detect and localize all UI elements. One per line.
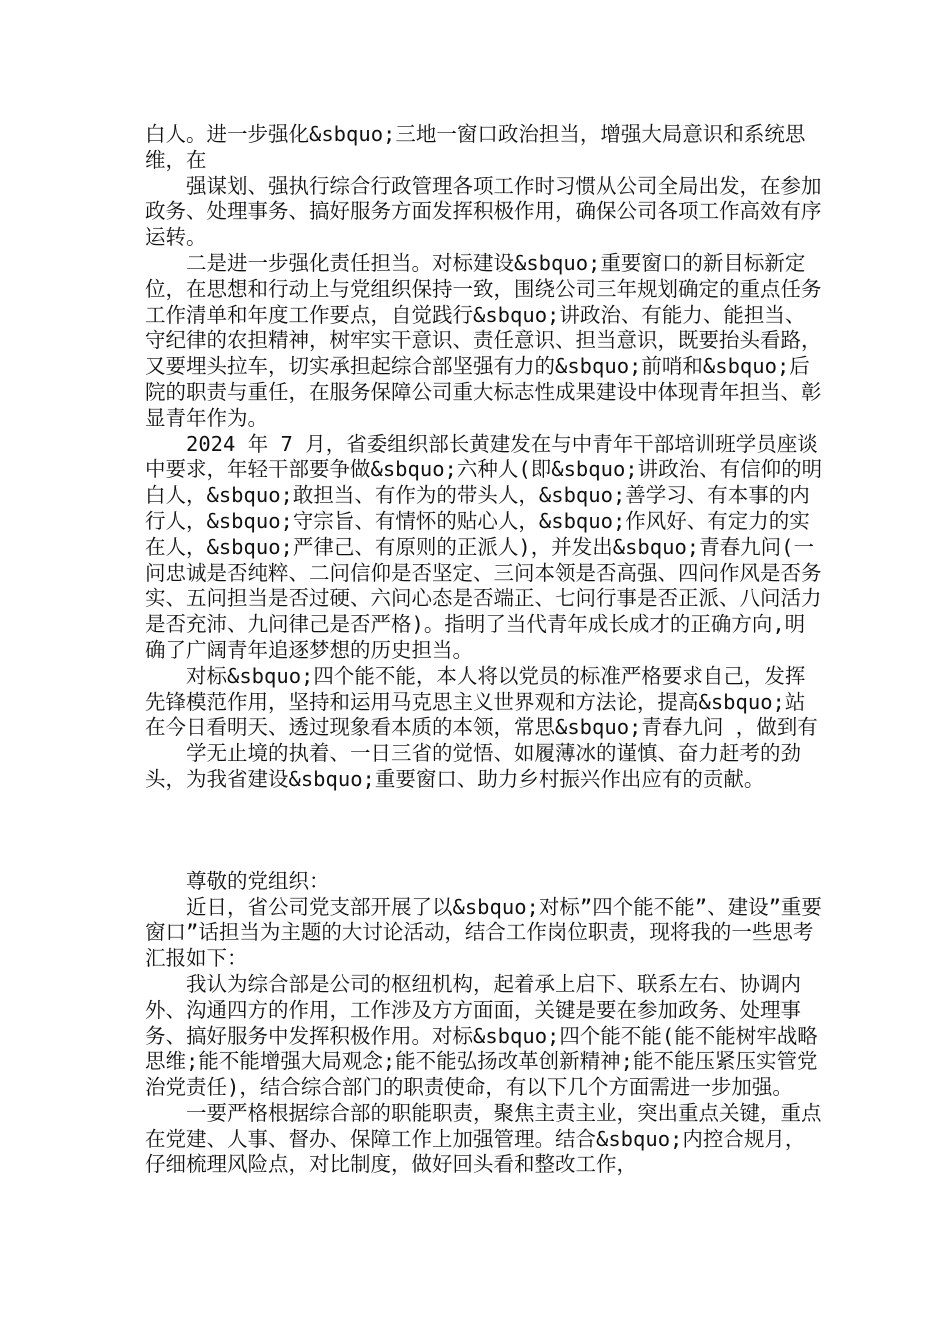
paragraph: 近日，省公司党支部开展了以&sbquo;对标”四个能不能”、建设”重要窗口”话担当为主题的大讨论活动，结合工作岗位职责，现将我的一些思考汇报如下：: [145, 894, 822, 971]
document-page: [145, 122, 825, 1178]
paragraph: 学无止境的执着、一日三省的觉悟、如履薄冰的谨慎、奋力赶考的劲头，为我省建设&sbquo;重要窗口、助力乡村振兴作出应有的贡献。: [145, 741, 801, 791]
paragraph: 二是进一步强化责任担当。对标建设&sbquo;重要窗口的新目标新定位，在思想和行动上与党组织保持一致，围绕公司三年规划确定的重点任务工作清单和年度工作要点，自觉践行&sbquo;讲政治、有能力、能担当、守纪律的农担精神，树牢实干意识、责任意识、担当意识，既要抬头看路，又要埋头拉车，切实承担起综合部坚强有力的&sbquo;前哨和&sbquo;后院的职责与重任，在服务保障公司重大标志性成果建设中体现青年担当、彰显青年作为。: [145, 250, 822, 430]
paragraph: 2024 年 7 月，省委组织部长黄建发在与中青年干部培训班学员座谈中要求，年轻干部要争做&sbquo;六种人(即&sbquo;讲政治、有信仰的明白人，&sbquo;敢担当、有作为的带头人，&sbquo;善学习、有本事的内行人，&sbquo;守宗旨、有情怀的贴心人，&sbquo;作风好、有定力的实在人，&sbquo;严律己、有原则的正派人)，并发出&sbquo;青春九问(一问忠诚是否纯粹、二问信仰是否坚定、三问本领是否高强、四问作风是否务实、五问担当是否过硬、六问心态是否端正、七问行事是否正派、八问活力是否充沛、九问律己是否严格)。指明了当代青年成长成才的正确方向,明确了广阔青年追逐梦想的历史担当。: [145, 431, 823, 662]
paragraph: 白人。进一步强化&sbquo;三地一窗口政治担当，增强大局意识和系统思维，在: [145, 122, 806, 172]
paragraph: 我认为综合部是公司的枢纽机构，起着承上启下、联系左右、协调内外、沟通四方的作用，工作涉及方方面面，关键是要在参加政务、处理事务、搞好服务中发挥积极作用。对标&sbquo;四个能不能(能不能树牢战略思维;能不能增强大局观念;能不能弘扬改革创新精神;能不能压紧压实管党治党责任)，结合综合部门的职责使命，有以下几个方面需进一步加强。: [145, 971, 818, 1100]
paragraph: 强谋划、强执行综合行政管理各项工作时习惯从公司全局出发，在参加政务、处理事务、搞好服务方面发挥积极作用，确保公司各项工作高效有序运转。: [145, 173, 822, 250]
section-gap: [145, 793, 825, 869]
salutation: 尊敬的党组织：: [145, 868, 330, 893]
paragraph: 一要严格根据综合部的职能职责，聚焦主责主业，突出重点关键，重点在党建、人事、督办、保障工作上加强管理。结合&sbquo;内控合规月，仔细梳理风险点，对比制度，做好回头看和整改工作，: [145, 1100, 822, 1177]
paragraph: 对标&sbquo;四个能不能，本人将以党员的标准严格要求自己，发挥先锋模范作用，坚持和运用马克思主义世界观和方法论，提高&sbquo;站在今日看明天、透过现象看本质的本领，常思&sbquo;青春九问 ，做到有: [145, 663, 818, 740]
